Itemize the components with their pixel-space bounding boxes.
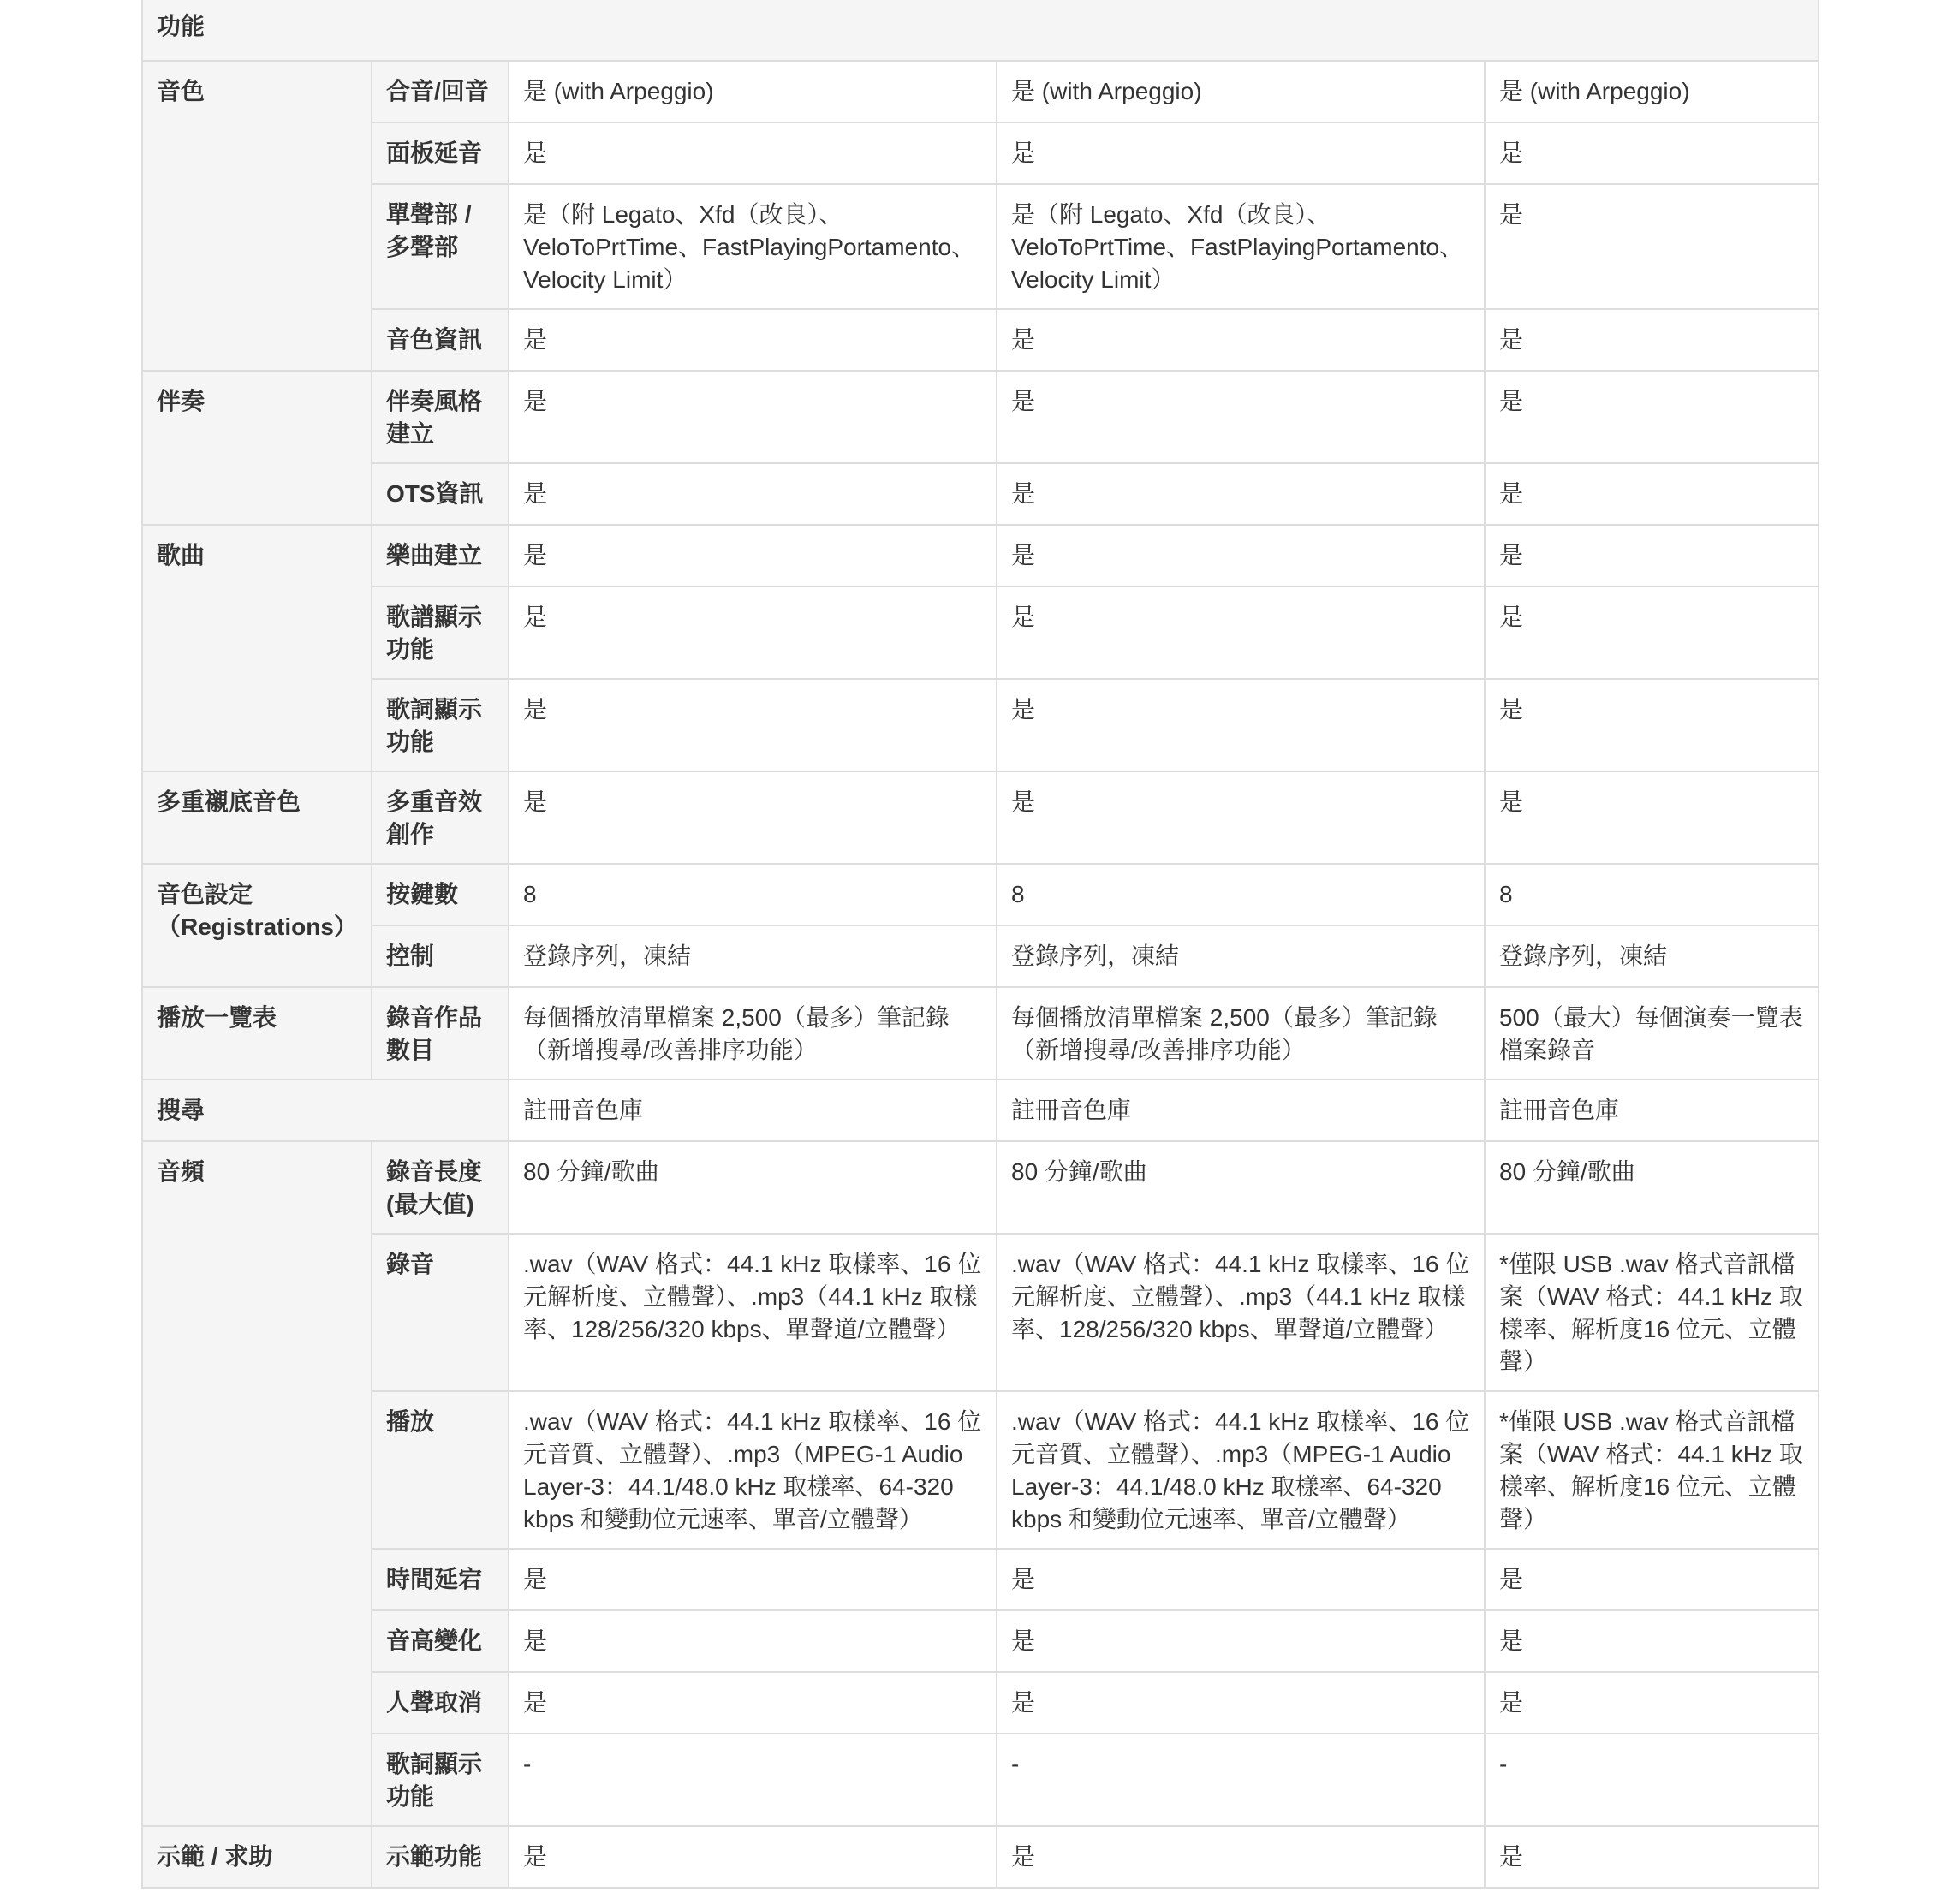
feature-label: 按鍵數 — [372, 864, 509, 925]
feature-label: 人聲取消 — [372, 1672, 509, 1734]
value-cell: 登錄序列，凍結 — [509, 925, 997, 987]
value-cell: 是 — [1485, 679, 1819, 771]
category-registration: 音色設定（Registrations） — [142, 864, 372, 987]
value-cell: - — [509, 1734, 997, 1826]
value-cell: 80 分鐘/歌曲 — [1485, 1141, 1819, 1234]
value-cell: 是 — [509, 586, 997, 679]
value-cell: 是 — [509, 463, 997, 525]
category-demo: 示範 / 求助 — [142, 1826, 372, 1888]
value-cell: - — [1485, 1734, 1819, 1826]
table-row — [142, 925, 1819, 987]
feature-label: 面板延音 — [372, 122, 509, 184]
value-cell: 是（附 Legato、Xfd（改良）、VeloToPrtTime、FastPlayingPortamento、Velocity Limit） — [509, 184, 997, 309]
value-cell: 登錄序列，凍結 — [1485, 925, 1819, 987]
feature-label: 歌譜顯示功能 — [372, 586, 509, 679]
value-cell: 是 — [509, 525, 997, 586]
value-cell: *僅限 USB .wav 格式音訊檔案（WAV 格式：44.1 kHz 取樣率、解析度16 位元、立體聲） — [1485, 1391, 1819, 1549]
value-cell: 是 — [1485, 1672, 1819, 1734]
feature-label: 伴奏風格建立 — [372, 371, 509, 463]
value-cell: *僅限 USB .wav 格式音訊檔案（WAV 格式：44.1 kHz 取樣率、解析度16 位元、立體聲） — [1485, 1234, 1819, 1391]
value-cell: 8 — [1485, 864, 1819, 925]
value-cell: 註冊音色庫 — [1485, 1080, 1819, 1141]
feature-label: 錄音作品數目 — [372, 987, 509, 1080]
value-cell: 是 (with Arpeggio) — [997, 61, 1485, 122]
table-row — [142, 1549, 1819, 1610]
feature-label: 錄音長度(最大值) — [372, 1141, 509, 1234]
category-playlist: 播放一覽表 — [142, 987, 372, 1080]
table-row — [142, 1080, 1819, 1141]
value-cell: 是 — [997, 771, 1485, 864]
value-cell: 是 — [997, 679, 1485, 771]
value-cell: 是 — [1485, 771, 1819, 864]
value-cell: 是 — [997, 1672, 1485, 1734]
feature-label: 音色資訊 — [372, 309, 509, 371]
table-row — [142, 122, 1819, 184]
table-row — [142, 1672, 1819, 1734]
table-row — [142, 463, 1819, 525]
value-cell: 是 — [997, 463, 1485, 525]
value-cell: .wav（WAV 格式：44.1 kHz 取樣率、16 位元解析度、立體聲）、.mp3（44.1 kHz 取樣率、128/256/320 kbps、單聲道/立體聲） — [509, 1234, 997, 1391]
feature-label: 合音/回音 — [372, 61, 509, 122]
value-cell: 是 — [509, 309, 997, 371]
table-row — [142, 1734, 1819, 1826]
value-cell: 是 — [997, 525, 1485, 586]
value-cell: 80 分鐘/歌曲 — [997, 1141, 1485, 1234]
feature-label: 音高變化 — [372, 1610, 509, 1672]
value-cell: 是 — [509, 1672, 997, 1734]
value-cell: 是 (with Arpeggio) — [1485, 61, 1819, 122]
value-cell: 是 — [1485, 463, 1819, 525]
table-row — [142, 864, 1819, 925]
value-cell: 是 — [997, 309, 1485, 371]
feature-label: 歌詞顯示功能 — [372, 1734, 509, 1826]
value-cell: 是 (with Arpeggio) — [509, 61, 997, 122]
category-style: 伴奏 — [142, 371, 372, 525]
category-voice: 音色 — [142, 61, 372, 371]
feature-label: 控制 — [372, 925, 509, 987]
value-cell: 500（最大）每個演奏一覽表檔案錄音 — [1485, 987, 1819, 1080]
section-header-row — [142, 0, 1819, 61]
value-cell: 是 — [509, 122, 997, 184]
value-cell: 是 — [997, 371, 1485, 463]
section-title: 功能 — [142, 0, 1819, 61]
value-cell: 是 — [1485, 1826, 1819, 1888]
value-cell: 是 — [997, 1826, 1485, 1888]
value-cell: .wav（WAV 格式：44.1 kHz 取樣率、16 位元音質、立體聲）、.mp3（MPEG-1 Audio Layer-3：44.1/48.0 kHz 取樣率、64-320 kbps 和變動位元速率、單音/立體聲） — [509, 1391, 997, 1549]
feature-label: 錄音 — [372, 1234, 509, 1391]
value-cell: - — [997, 1734, 1485, 1826]
feature-label: 多重音效創作 — [372, 771, 509, 864]
feature-label: 單聲部 / 多聲部 — [372, 184, 509, 309]
value-cell: 是 — [509, 771, 997, 864]
value-cell: 是 — [509, 679, 997, 771]
table-row — [142, 987, 1819, 1080]
table-row — [142, 771, 1819, 864]
value-cell: 每個播放清單檔案 2,500（最多）筆記錄（新增搜尋/改善排序功能） — [997, 987, 1485, 1080]
value-cell: 80 分鐘/歌曲 — [509, 1141, 997, 1234]
value-cell: 是 — [1485, 1549, 1819, 1610]
value-cell: 是 — [509, 1610, 997, 1672]
table-row — [142, 525, 1819, 586]
value-cell: 是 — [997, 1549, 1485, 1610]
value-cell: 是（附 Legato、Xfd（改良）、VeloToPrtTime、FastPlayingPortamento、Velocity Limit） — [997, 184, 1485, 309]
value-cell: 是 — [1485, 122, 1819, 184]
feature-label: 播放 — [372, 1391, 509, 1549]
category-song: 歌曲 — [142, 525, 372, 771]
value-cell: .wav（WAV 格式：44.1 kHz 取樣率、16 位元解析度、立體聲）、.mp3（44.1 kHz 取樣率、128/256/320 kbps、單聲道/立體聲） — [997, 1234, 1485, 1391]
feature-label: OTS資訊 — [372, 463, 509, 525]
value-cell: 是 — [1485, 1610, 1819, 1672]
value-cell: 是 — [1485, 184, 1819, 309]
category-multipad: 多重襯底音色 — [142, 771, 372, 864]
table-row — [142, 184, 1819, 309]
value-cell: 是 — [1485, 309, 1819, 371]
spec-table — [141, 0, 1819, 1889]
table-row — [142, 679, 1819, 771]
feature-label: 樂曲建立 — [372, 525, 509, 586]
value-cell: 註冊音色庫 — [997, 1080, 1485, 1141]
value-cell: 是 — [1485, 525, 1819, 586]
table-row — [142, 1391, 1819, 1549]
feature-label: 時間延宕 — [372, 1549, 509, 1610]
table-row — [142, 1826, 1819, 1888]
value-cell: 是 — [509, 371, 997, 463]
value-cell: 是 — [997, 586, 1485, 679]
value-cell: 是 — [997, 1610, 1485, 1672]
value-cell: 註冊音色庫 — [509, 1080, 997, 1141]
value-cell: 每個播放清單檔案 2,500（最多）筆記錄（新增搜尋/改善排序功能） — [509, 987, 997, 1080]
category-audio: 音頻 — [142, 1141, 372, 1826]
value-cell: 8 — [997, 864, 1485, 925]
table-row — [142, 1234, 1819, 1391]
table-row — [142, 586, 1819, 679]
value-cell: 8 — [509, 864, 997, 925]
table-row — [142, 1141, 1819, 1234]
value-cell: 是 — [1485, 371, 1819, 463]
table-row — [142, 61, 1819, 122]
value-cell: 是 — [509, 1826, 997, 1888]
value-cell: .wav（WAV 格式：44.1 kHz 取樣率、16 位元音質、立體聲）、.mp3（MPEG-1 Audio Layer-3：44.1/48.0 kHz 取樣率、64-320 kbps 和變動位元速率、單音/立體聲） — [997, 1391, 1485, 1549]
feature-label: 歌詞顯示功能 — [372, 679, 509, 771]
value-cell: 是 — [509, 1549, 997, 1610]
table-row — [142, 1610, 1819, 1672]
value-cell: 是 — [997, 122, 1485, 184]
value-cell: 登錄序列，凍結 — [997, 925, 1485, 987]
category-search: 搜尋 — [142, 1080, 509, 1141]
value-cell: 是 — [1485, 586, 1819, 679]
table-row — [142, 309, 1819, 371]
table-row — [142, 371, 1819, 463]
feature-label: 示範功能 — [372, 1826, 509, 1888]
